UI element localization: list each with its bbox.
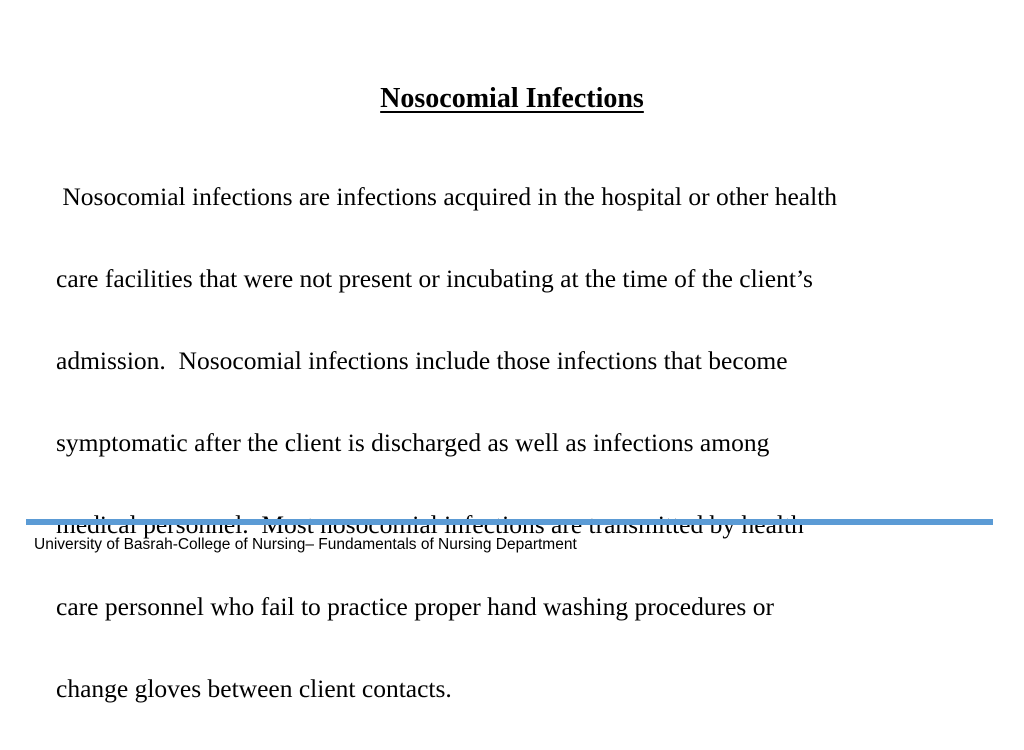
paragraph-line: Nosocomial infections are infections acquired in the hospital or other health: [56, 182, 838, 211]
slide-title: [0, 80, 1024, 118]
footer-divider: [26, 519, 993, 525]
paragraph-line: symptomatic after the client is discharged as well as infections among: [56, 428, 770, 457]
body-paragraph: [56, 135, 981, 750]
paragraph-line: care facilities that were not present or incubating at the time of the client’s: [56, 264, 813, 293]
footer-text: University of Basrah-College of Nursing– Fundamentals of Nursing Department: [34, 536, 577, 553]
paragraph-line: admission. Nosocomial infections include those infections that become: [56, 346, 788, 375]
paragraph-line: care personnel who fail to practice proper hand washing procedures or: [56, 592, 774, 621]
paragraph-line: change gloves between client contacts.: [56, 674, 452, 703]
slide-title-text: Nosocomial Infections: [380, 83, 644, 114]
